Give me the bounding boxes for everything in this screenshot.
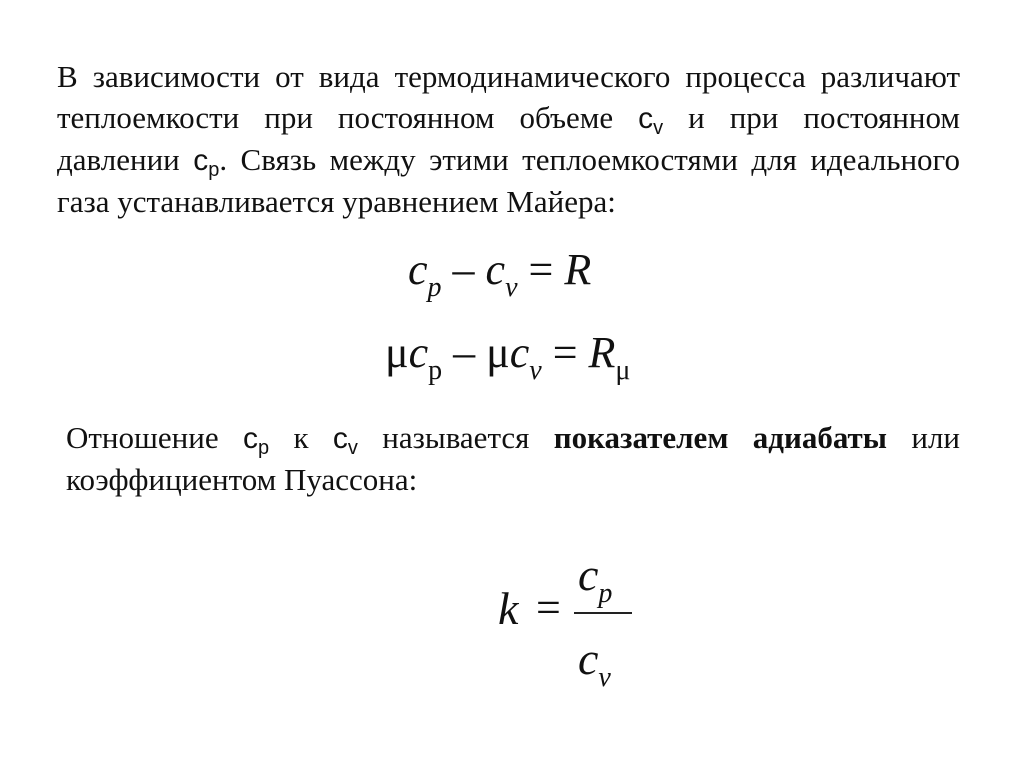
intro-text-2: и при постоянном давлении [57,100,961,177]
intro-text-1: В зависимости от вида термодинамического процесса различают теплоемкости при постоянном объеме [57,59,960,135]
denominator-subscript: v [598,662,611,693]
mayer-equation: $c_p - c_v = R$ [408,245,592,303]
cp-symbol: $c_p$ [193,144,220,181]
k-symbol: k [498,583,519,634]
ratio-text-4: или коэффициентом Пуассона: [66,420,961,497]
cp-subscript: p [208,159,220,181]
ratio-text-3: называется [357,420,554,455]
molar-cp-subscript: p [428,355,443,386]
ratio-paragraph [66,417,960,500]
ratio-text-1: Отношение [66,420,243,455]
ratio-cp-subscript: p [257,437,270,459]
mayer-cv-subscript: v [505,272,518,303]
mayer-cp-subscript: p [427,272,442,303]
cv-symbol: $c_v$ [638,102,664,139]
ratio-cv-subscript: v [347,437,358,459]
molar-cv-subscript: v [529,355,542,386]
molar-mayer-equation: $\mu c_p - \mu c_v = R_\mu$ [385,328,631,386]
equals-sign: = [536,583,561,632]
ratio-text-2: к [269,420,333,455]
numerator-subscript: p [598,578,613,609]
fraction-numerator: $c_p$ [578,549,613,609]
poisson-ratio-formula [494,548,644,693]
adiabatic-index-term: показателем адиабаты [553,420,887,455]
ratio-cv-symbol: $c_v$ [332,422,358,459]
ratio-cp-symbol: $c_p$ [242,422,270,459]
cv-subscript: v [653,117,664,139]
molar-r-subscript: μ [615,355,631,386]
fraction-bar [574,612,632,614]
intro-text-3: . Связь между этими теплоемкостями для идеального газа устанавливается уравнением Майера: [57,142,960,219]
intro-paragraph [57,56,960,222]
fraction-denominator: $c_v$ [578,633,611,693]
